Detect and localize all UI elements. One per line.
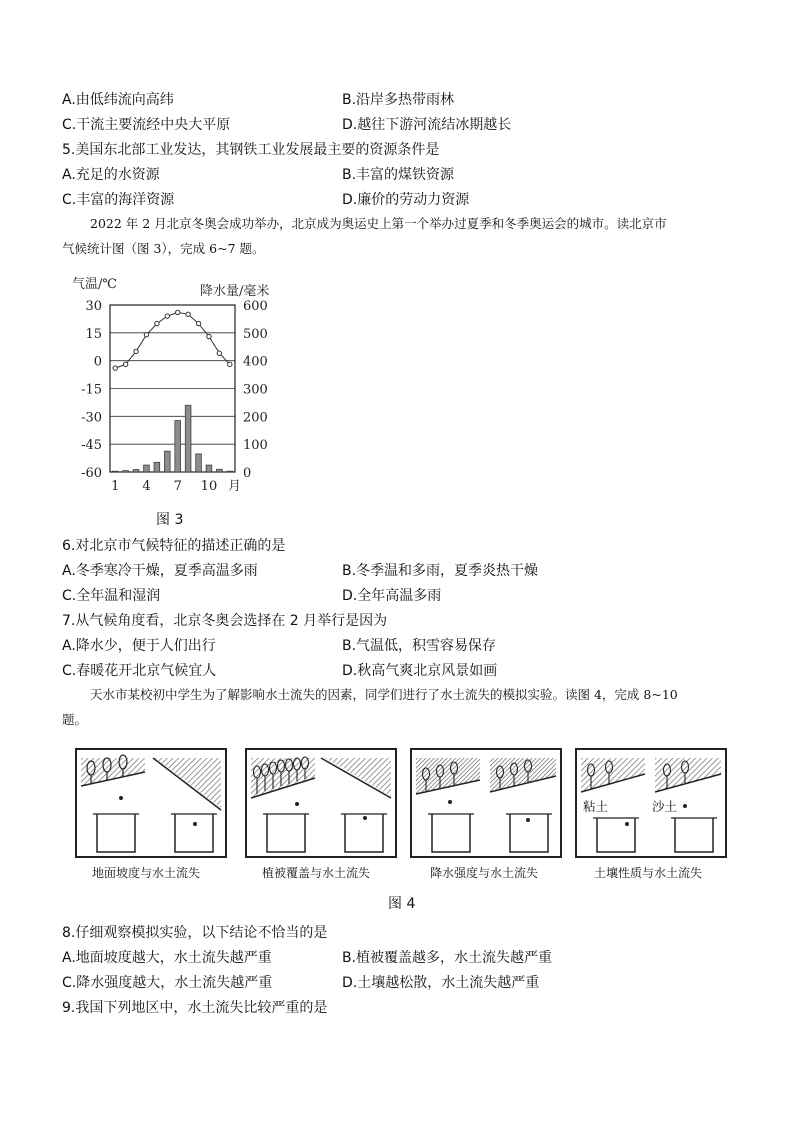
q6-stem: 6.对北京市气候特征的描述正确的是 bbox=[62, 538, 286, 554]
chart-temperature-point bbox=[196, 321, 200, 325]
chart-precipitation-bar bbox=[123, 471, 129, 472]
chart-left-tick-label: -60 bbox=[81, 466, 102, 481]
chart-precipitation-bar bbox=[196, 454, 202, 472]
chart-right-tick-label: 0 bbox=[243, 466, 252, 481]
intro-olympics-line1: 2022 年 2 月北京冬奥会成功举办，北京成为奥运史上第一个举办过夏季和冬季奥运会的城市。读北京市 bbox=[90, 216, 667, 231]
chart-temperature-point bbox=[113, 366, 117, 370]
panel-caption-vegetation: 植被覆盖与水土流失 bbox=[262, 866, 371, 880]
q5-stem: 5.美国东北部工业发达，其钢铁工业发展最主要的资源条件是 bbox=[62, 142, 440, 158]
chart-x-tick-label: 10 bbox=[200, 479, 218, 494]
q7-option-c: C.春暖花开北京气候宜人 bbox=[62, 663, 217, 679]
chart-precipitation-bar bbox=[206, 465, 212, 472]
intro-soil-erosion-line2: 题。 bbox=[62, 712, 88, 727]
figure3-caption: 图 3 bbox=[156, 512, 184, 528]
panel-caption-slope: 地面坡度与水土流失 bbox=[92, 866, 201, 880]
soil-label-clay: 粘土 bbox=[583, 799, 609, 814]
chart-temperature-point bbox=[134, 349, 138, 353]
chart-right-tick-label: 200 bbox=[243, 410, 268, 426]
chart-left-axis bbox=[81, 299, 102, 481]
chart-right-tick-label: 100 bbox=[243, 438, 268, 454]
chart-precipitation-bar bbox=[154, 462, 160, 472]
chart-temperature-line bbox=[115, 312, 230, 368]
q9-stem: 9.我国下列地区中，水土流失比较严重的是 bbox=[62, 1000, 328, 1016]
chart-precipitation-bar bbox=[133, 469, 139, 472]
q5-option-d: D.廉价的劳动力资源 bbox=[342, 192, 470, 208]
soil-label-sand: 沙土 bbox=[652, 799, 678, 814]
chart-left-axis-title: 气温/℃ bbox=[72, 277, 117, 292]
q8-option-c: C.降水强度越大，水土流失越严重 bbox=[62, 975, 273, 991]
chart-precipitation-bar bbox=[227, 471, 233, 472]
chart-temperature-point bbox=[144, 332, 148, 336]
q6-option-d: D.全年高温多雨 bbox=[342, 588, 442, 604]
chart-temperature-point bbox=[165, 314, 169, 318]
q4-option-d: D.越往下游河流结冰期越长 bbox=[342, 117, 512, 133]
q4-option-c: C.干流主要流经中央大平原 bbox=[62, 117, 231, 133]
q8-option-d: D.土壤越松散，水土流失越严重 bbox=[342, 975, 540, 991]
panel-caption-soil: 土壤性质与水土流失 bbox=[594, 866, 703, 880]
chart-right-axis bbox=[243, 299, 268, 481]
chart-left-tick-label: -45 bbox=[81, 438, 102, 454]
chart-precipitation-bar bbox=[217, 469, 223, 472]
chart-right-tick-label: 400 bbox=[243, 354, 268, 370]
chart-temperature-point bbox=[123, 362, 127, 366]
chart-x-axis bbox=[111, 479, 217, 494]
q7-option-b: B.气温低，积雪容易保存 bbox=[342, 638, 497, 654]
q5-option-c: C.丰富的海洋资源 bbox=[62, 192, 175, 208]
q7-stem: 7.从气候角度看，北京冬奥会选择在 2 月举行是因为 bbox=[62, 613, 388, 629]
q5-option-b: B.丰富的煤铁资源 bbox=[342, 167, 455, 183]
chart-temperature-point bbox=[217, 351, 221, 355]
chart-precipitation-bar bbox=[164, 451, 170, 472]
chart-temperature-point bbox=[228, 362, 232, 366]
panel-rainfall-illustration bbox=[410, 748, 562, 858]
panel-slope-illustration bbox=[75, 748, 227, 858]
chart-left-tick-label: -30 bbox=[81, 410, 102, 426]
panel-caption-rainfall: 降水强度与水土流失 bbox=[430, 866, 539, 880]
figure4-caption: 图 4 bbox=[388, 896, 416, 912]
panel-vegetation-illustration bbox=[245, 748, 397, 858]
q6-option-c: C.全年温和湿润 bbox=[62, 588, 161, 604]
intro-soil-erosion bbox=[62, 682, 734, 732]
q8-option-b: B.植被覆盖越多，水土流失越严重 bbox=[342, 950, 553, 966]
chart-right-axis-title: 降水量/毫米 bbox=[200, 284, 270, 299]
chart-precipitation-bar bbox=[112, 471, 118, 472]
chart-temperature-point bbox=[176, 310, 180, 314]
chart-left-tick-label: 30 bbox=[85, 299, 102, 314]
chart-right-tick-label: 600 bbox=[243, 299, 268, 314]
q8-stem: 8.仔细观察模拟实验，以下结论不恰当的是 bbox=[62, 925, 328, 941]
chart-left-tick-label: -15 bbox=[81, 382, 102, 398]
chart-temperature-point bbox=[155, 321, 159, 325]
chart-x-tick-label: 7 bbox=[173, 479, 182, 494]
chart-precipitation-bar bbox=[144, 465, 150, 472]
intro-olympics-line2: 气候统计图（图 3），完成 6~7 题。 bbox=[62, 241, 265, 256]
q8-option-a: A.地面坡度越大，水土流失越严重 bbox=[62, 950, 272, 966]
chart-temperature-point bbox=[207, 334, 211, 338]
chart-x-tick-label: 4 bbox=[142, 479, 151, 494]
chart-right-tick-label: 500 bbox=[243, 326, 268, 342]
intro-soil-erosion-line1: 天水市某校初中学生为了解影响水土流失的因素，同学们进行了水土流失的模拟实验。读图 4，完成 8~10 bbox=[90, 687, 678, 702]
q4-option-b: B.沿岸多热带雨林 bbox=[342, 92, 455, 108]
chart-precipitation-bars bbox=[112, 405, 232, 472]
intro-olympics bbox=[62, 211, 734, 261]
q6-option-b: B.冬季温和多雨，夏季炎热干燥 bbox=[342, 563, 539, 579]
q6-option-a: A.冬季寒冷干燥，夏季高温多雨 bbox=[62, 563, 258, 579]
chart-precipitation-bar bbox=[175, 421, 181, 472]
chart-x-axis-unit: 月 bbox=[228, 479, 242, 494]
chart-gridlines bbox=[110, 305, 235, 472]
chart-left-tick-label: 0 bbox=[93, 354, 102, 370]
q4-option-a: A.由低纬流向高纬 bbox=[62, 92, 174, 108]
q7-option-a: A.降水少，便于人们出行 bbox=[62, 638, 216, 654]
q7-option-d: D.秋高气爽北京风景如画 bbox=[342, 663, 498, 679]
chart-x-tick-label: 1 bbox=[111, 479, 120, 494]
chart-right-tick-label: 300 bbox=[243, 382, 268, 398]
chart-temperature-points bbox=[113, 310, 232, 370]
chart-precipitation-bar bbox=[185, 405, 191, 472]
chart-left-tick-label: 15 bbox=[85, 326, 102, 342]
q5-option-a: A.充足的水资源 bbox=[62, 167, 160, 183]
climate-chart bbox=[60, 270, 280, 500]
chart-temperature-point bbox=[186, 312, 190, 316]
